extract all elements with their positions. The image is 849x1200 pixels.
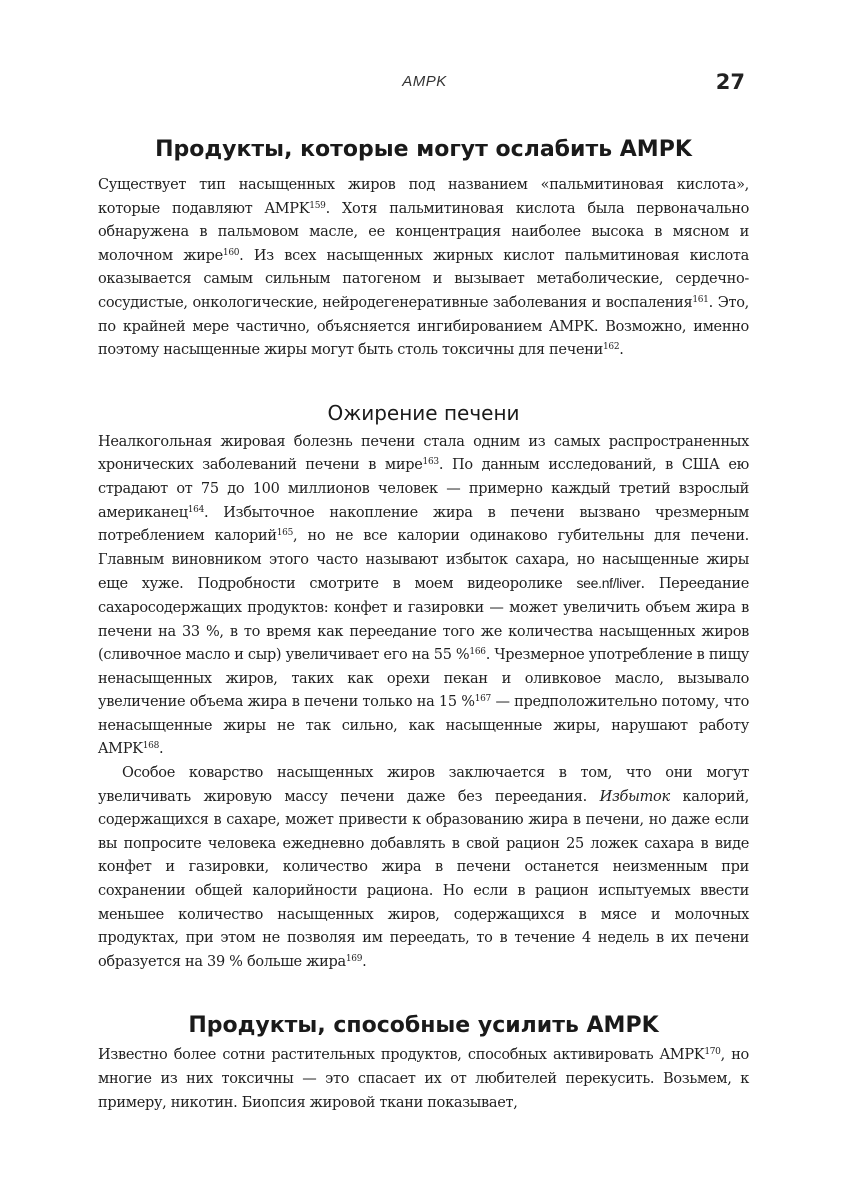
footnote-ref[interactable]: 165 [276,528,294,539]
paragraph-nafld: Неалкогольная жировая болезнь печени стала одним из самых распространенных хронических заболеваний печени в мире$^{163}$. По данным исследований, в США ею страдают от 75 до 100 миллионов человек — примерно каждый третий взрослый американец$^{164}$. Избыточное накопление жира в печени вызвано чрезмерным потреблением калорий$^{165}$, но не все калории одинаково губительны для печени. Главным виновником этого часто называют избыток сахара, но насыщенные жиры еще хуже. Подробности смотрите в моем видеоролике see.nf/liver. Переедание сахаросодержащих продуктов: конфет и газировки — может увеличить объем жира в печени на 33 %, в то время как переедание того же количества насыщенных жиров (сливочное масло и сыр) увеличивает его на 55 %$^{166}$. Чрезмерное употребление в пищу ненасыщенных жиров, таких как орехи пекан и оливковое масло, вызывало увеличение объема жира в печени только на 15 %$^{167}$ — предположительно потому, что ненасыщенные жиры не так сильно, как насыщенные жиры, нарушают работу AMPK$^{168}$. [98,433,750,758]
footnote-ref[interactable]: 166 [469,647,486,658]
footnote-ref[interactable]: 167 [474,694,491,705]
footnote-ref[interactable]: 170 [704,1047,721,1058]
footnote-ref[interactable]: 160 [222,247,240,258]
footnote-ref[interactable]: 168 [142,741,159,752]
footnote-ref[interactable]: 163 [422,457,439,468]
page-body [98,132,749,1115]
footnote-ref[interactable]: 159 [309,200,326,211]
video-link[interactable]: see.nf/liver [576,575,641,592]
footnote-ref[interactable]: 169 [345,953,363,964]
section-heading-weaken-ampk: Продукты, которые могут ослабить AMPK [155,137,692,162]
footnote-ref[interactable]: 161 [692,294,709,305]
running-head: AMPK [402,73,447,90]
section-heading-fatty-liver: Ожирение печени [327,400,520,425]
section-heading-boost-ampk: Продукты, способные усилить AMPK [188,1013,659,1039]
paragraph-saturated-fat: Особое коварство насыщенных жиров заключается в том, что они могут увеличивать жировую массу печени даже без переедания. Избыток калорий, содержащихся в сахаре, может привести к образованию жира в печени, но даже если вы попросите человека ежедневно добавлять в свой рацион 25 ложек сахара в виде конфет и газировки, количество жира в печени останется неизменным при сохранении общей калорийности рациона. Но если в рацион испытуемых ввести меньшее количество насыщенных жиров, содержащихся в мясе и молочных продуктах, при этом не позволяя им переедать, то в течение 4 недель в их печени образуется на 39 % больше жира$^{169}$. [98,765,750,970]
paragraph-palmitic-acid: Существует тип насыщенных жиров под названием «пальмитиновая кислота», которые подавляют AMPK$^{159}$. Хотя пальмитиновая кислота была первоначально обнаружена в пальмовом масле, ее концентрация наиболее высока в мясном и молочном жире$^{160}$. Из всех насыщенных жирных кислот пальмитиновая кислота оказывается самым сильным патогеном и вызывает метаболические, сердечно-сосудистые, онкологические, нейродегенеративные заболевания и воспаления$^{161}$. Это, по крайней мере частично, объясняется ингибированием AMPK. Возможно, именно поэтому насыщенные жиры могут быть столь токсичны для печени$^{162}$. [98,177,749,359]
footnote-ref[interactable]: 162 [603,342,620,353]
emphasis: Избыток [599,788,670,805]
paragraph-plant-products: Известно более сотни растительных продуктов, способных активировать AMPK$^{170}$, но многие из них токсичны — это спасает их от любителей перекусить. Возьмем, к примеру, никотин. Биопсия жировой ткани показывает, [98,1047,749,1111]
page-number: 27 [715,70,745,94]
footnote-ref[interactable]: 164 [187,504,205,515]
